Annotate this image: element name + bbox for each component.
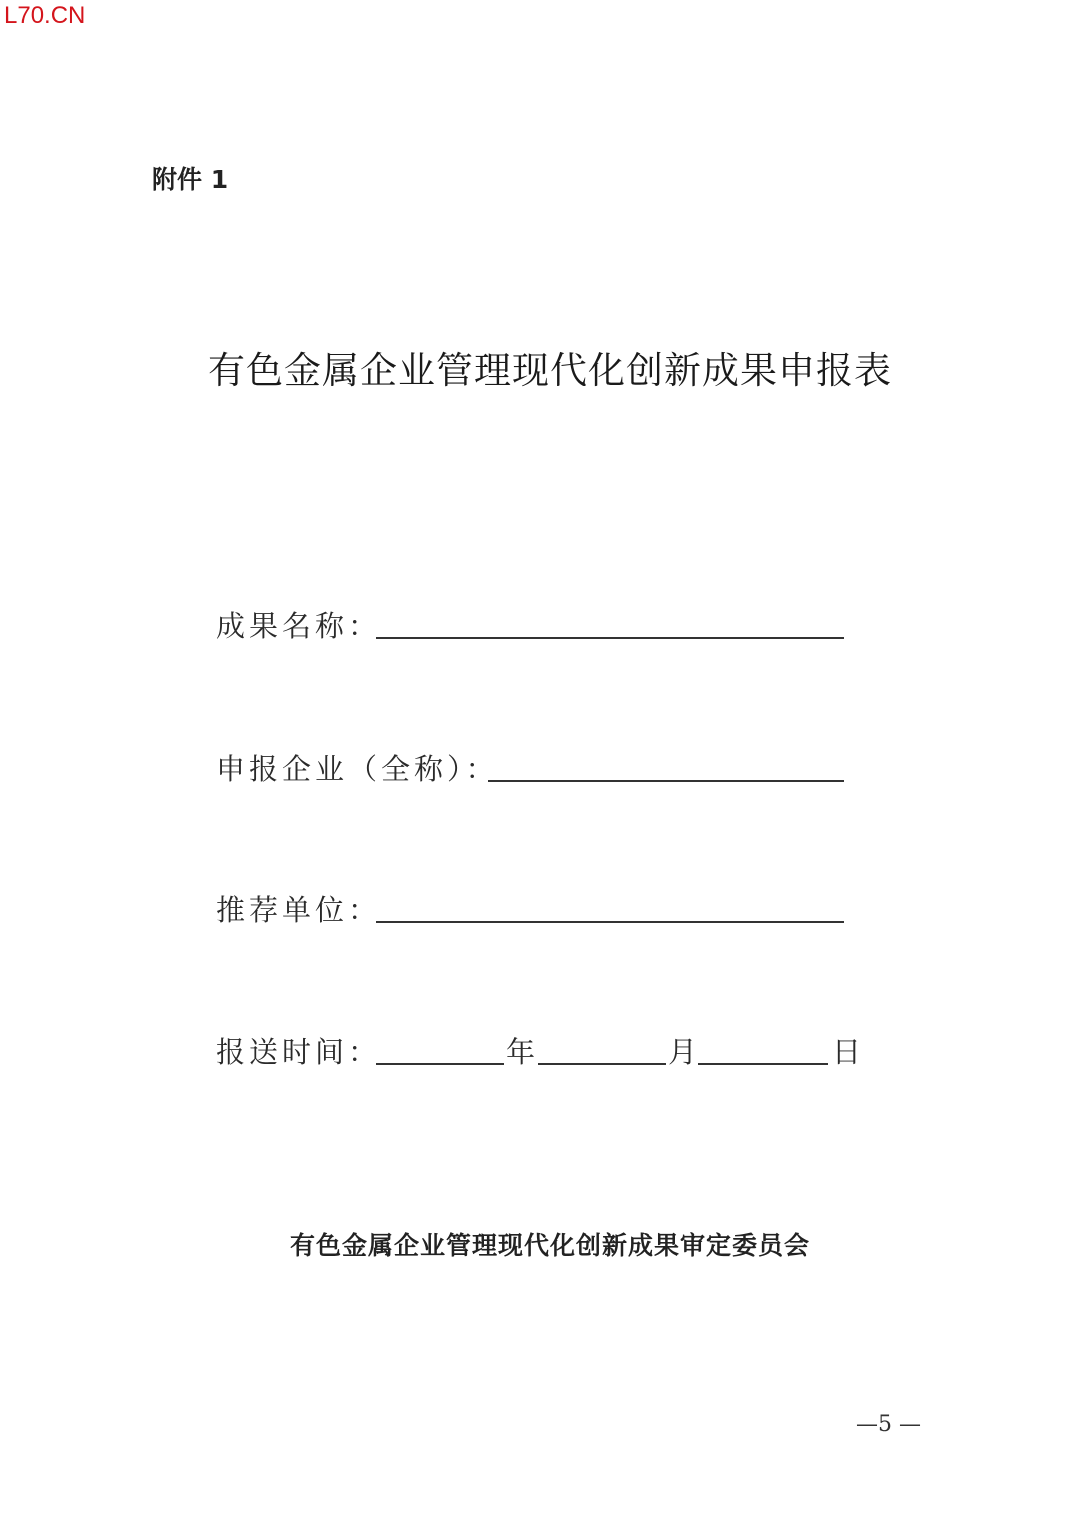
year-input-line[interactable] <box>376 1063 504 1065</box>
month-input-line[interactable] <box>538 1063 666 1065</box>
attachment-label: 附件 1 <box>152 165 229 194</box>
day-unit: 日 <box>832 1035 862 1069</box>
committee-name: 有色金属企业管理现代化创新成果审定委员会 <box>289 1231 810 1260</box>
recommender-label: 推荐单位： <box>216 893 382 927</box>
year-unit: 年 <box>506 1035 536 1069</box>
form-title: 有色金属企业管理现代化创新成果申报表 <box>208 349 892 392</box>
achievement-name-label: 成果名称： <box>216 609 382 643</box>
page-number: —5 — <box>856 1412 921 1437</box>
recommender-input-line[interactable] <box>376 921 844 923</box>
day-input-line[interactable] <box>698 1063 828 1065</box>
applicant-label: 申报企业（全称）： <box>216 752 499 786</box>
site-watermark: L70.CN <box>4 2 86 29</box>
applicant-input-line[interactable] <box>488 780 844 782</box>
month-unit: 月 <box>668 1035 698 1069</box>
achievement-name-input-line[interactable] <box>376 637 844 639</box>
submit-time-label: 报送时间： <box>216 1035 382 1069</box>
